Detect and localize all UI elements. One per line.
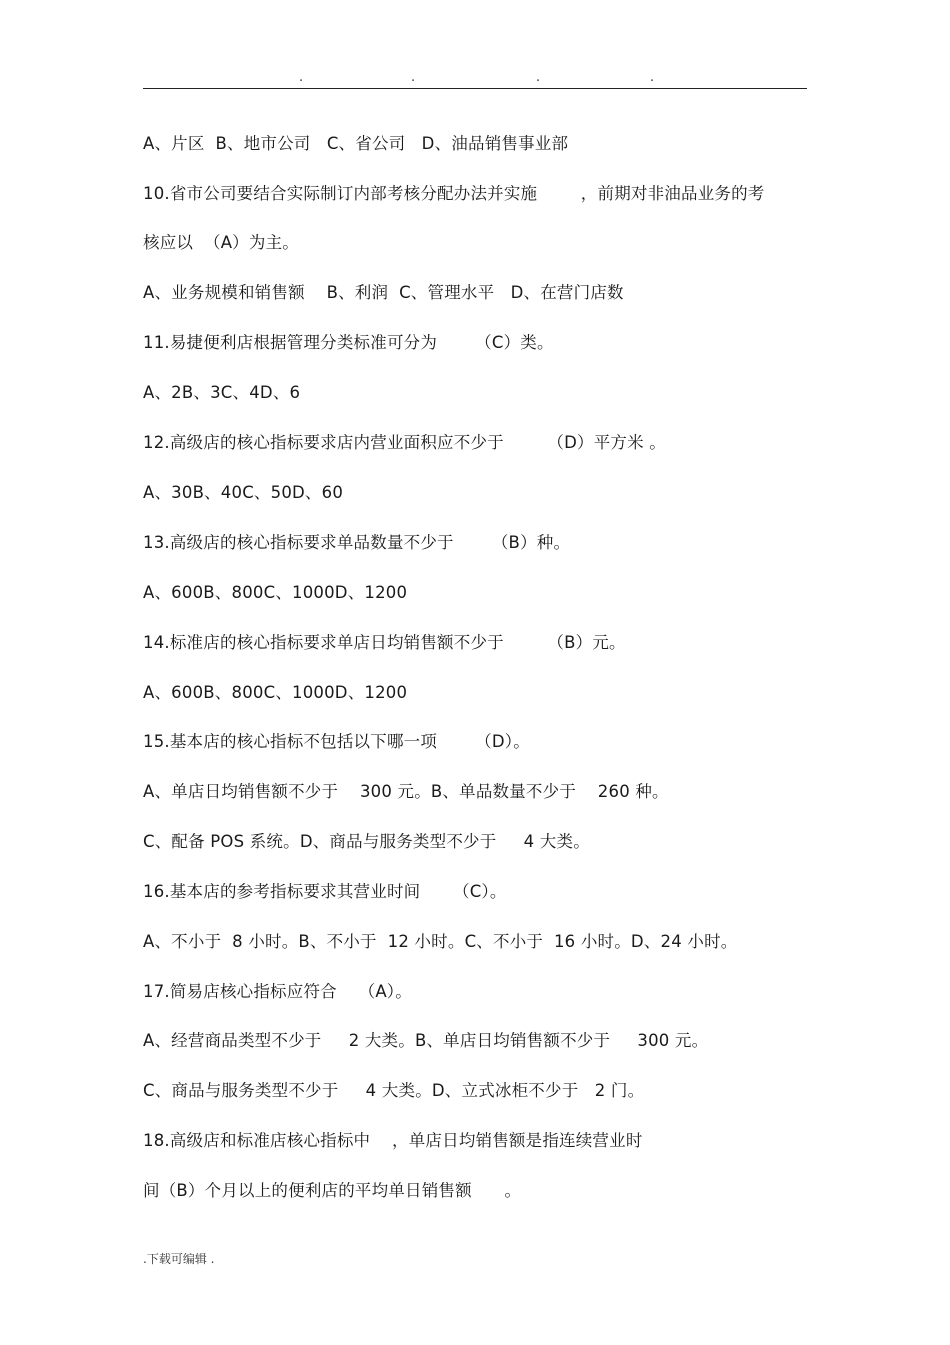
answer-options: C、配备 POS 系统。D、商品与服务类型不少于 4 大类。 [143,832,590,851]
answer-options: A、单店日均销售额不少于 300 元。B、单品数量不少于 260 种。 [143,782,669,801]
question-16: 16.基本店的参考指标要求其营业时间 （C）。 [143,882,507,901]
answer-options: C、商品与服务类型不少于 4 大类。D、立式冰柜不少于 2 门。 [143,1081,645,1100]
question-10: 10.省市公司要结合实际制订内部考核分配办法并实施 ，前期对非油品业务的考 [143,184,765,203]
answer-options: A、600B、800C、1000D、1200 [143,583,408,602]
header-dot: . [650,70,655,85]
header-dot: . [536,70,541,85]
answer-options: A、30B、40C、50D、60 [143,483,344,502]
question-12: 12.高级店的核心指标要求店内营业面积应不少于 （D）平方米 。 [143,433,666,452]
question-13: 13.高级店的核心指标要求单品数量不少于 （B）种。 [143,533,571,552]
header-dot: . [411,70,416,85]
question-10-cont: 核应以 （A）为主。 [143,233,299,252]
header-rule [143,88,807,89]
question-18: 18.高级店和标准店核心指标中 ，单店日均销售额是指连续营业时 [143,1131,643,1150]
page-header-dots [143,70,807,86]
answer-options: A、不小于 8 小时。B、不小于 12 小时。C、不小于 16 小时。D、24 小时。 [143,932,738,951]
answer-options: A、业务规模和销售额 B、利润 C、管理水平 D、在营门店数 [143,283,624,302]
page-footer: .下载可编辑 . [143,1252,215,1266]
header-dot: . [299,70,304,85]
question-15: 15.基本店的核心指标不包括以下哪一项 （D）。 [143,732,530,751]
question-14: 14.标准店的核心指标要求单店日均销售额不少于 （B）元。 [143,633,626,652]
answer-options: A、经营商品类型不少于 2 大类。B、单店日均销售额不少于 300 元。 [143,1031,709,1050]
question-17: 17.简易店核心指标应符合 （A）。 [143,982,412,1001]
question-18-cont: 间（B）个月以上的便利店的平均单日销售额 。 [143,1181,522,1200]
question-11: 11.易捷便利店根据管理分类标准可分为 （C）类。 [143,333,554,352]
answer-options: A、2B、3C、4D、6 [143,383,301,402]
answer-options: A、片区 B、地市公司 C、省公司 D、油品销售事业部 [143,134,569,153]
answer-options: A、600B、800C、1000D、1200 [143,683,408,702]
